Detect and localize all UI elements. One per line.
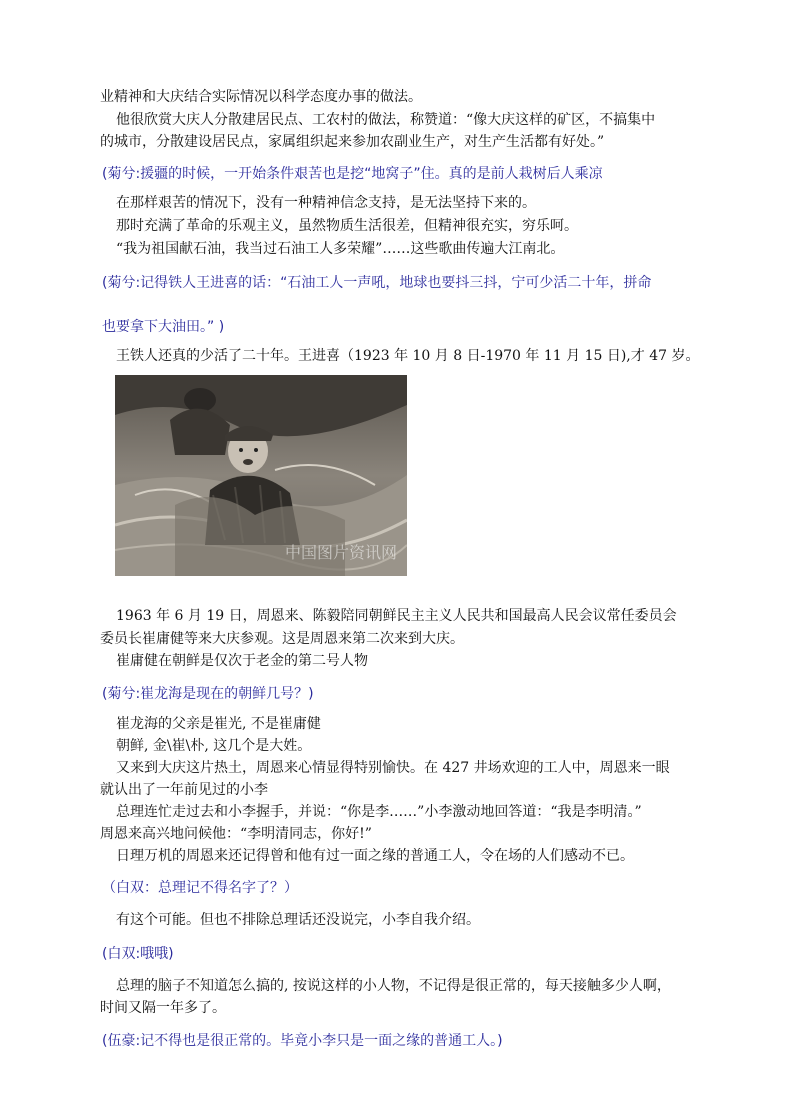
- paragraph-line: 就认出了一年前见过的小李: [100, 782, 268, 798]
- paragraph-line: 总理的脑子不知道怎么搞的, 按说这样的小人物，不记得是很正常的，每天接触多少人啊，: [116, 978, 671, 994]
- comment-note: (菊兮:记得铁人王进喜的话：“石油工人一声吼，地球也要抖三抖，宁可少活二十年，拼命: [102, 275, 652, 291]
- paragraph-line: 朝鲜, 金\崔\朴, 这几个是大姓。: [116, 738, 312, 754]
- comment-note: （白双：总理记不得名字了？）: [102, 880, 298, 896]
- paragraph-line: 崔庸健在朝鲜是仅次于老金的第二号人物: [116, 653, 368, 669]
- paragraph-line: 委员长崔庸健等来大庆参观。这是周恩来第二次来到大庆。: [100, 631, 464, 647]
- comment-note: (白双:哦哦): [102, 946, 174, 962]
- paragraph-line: 的城市，分散建设居民点，家属组织起来参加农副业生产，对生产生活都有好处。”: [100, 134, 605, 150]
- paragraph-line: 总理连忙走过去和小李握手，并说：“你是李……”小李激动地回答道：“我是李明清。”: [116, 804, 642, 820]
- comment-note: (菊兮:援疆的时候，一开始条件艰苦也是挖“地窝子”住。真的是前人栽树后人乘凉: [102, 166, 603, 182]
- paragraph-line: 他很欣赏大庆人分散建居民点、工农村的做法，称赞道：“像大庆这样的矿区，不搞集中: [116, 112, 656, 128]
- paragraph-line: 有这个可能。但也不排除总理话还没说完，小李自我介绍。: [116, 912, 480, 928]
- paragraph-line: 时间又隔一年多了。: [100, 1000, 226, 1016]
- comment-note: (菊兮:崔龙海是现在的朝鲜几号？): [102, 686, 314, 702]
- paragraph-line: 业精神和大庆结合实际情况以科学态度办事的做法。: [100, 89, 422, 105]
- paragraph-line: 日理万机的周恩来还记得曾和他有过一面之缘的普通工人，令在场的人们感动不已。: [116, 848, 634, 864]
- comment-note: (伍豪:记不得也是很正常的。毕竟小李只是一面之缘的普通工人。): [102, 1033, 503, 1049]
- paragraph-line: 那时充满了革命的乐观主义，虽然物质生活很差，但精神很充实，穷乐呵。: [116, 218, 578, 234]
- comment-note: 也要拿下大油田。” ): [102, 319, 225, 335]
- historical-photo: [115, 375, 407, 576]
- paragraph-line: 周恩来高兴地问候他：“李明清同志，你好!”: [100, 826, 372, 842]
- paragraph-line: 在那样艰苦的情况下，没有一种精神信念支持，是无法坚持下来的。: [116, 195, 536, 211]
- photo-watermark: 中国图片资讯网: [285, 543, 398, 562]
- paragraph-line: 王铁人还真的少活了二十年。王进喜（1923 年 10 月 8 日-1970 年 11 月 15 日),才 47 岁。: [116, 348, 700, 364]
- paragraph-line: 又来到大庆这片热土，周恩来心情显得特别愉快。在 427 井场欢迎的工人中，周恩来一眼: [116, 760, 670, 776]
- paragraph-line: “我为祖国献石油，我当过石油工人多荣耀”……这些歌曲传遍大江南北。: [116, 241, 565, 257]
- paragraph-line: 1963 年 6 月 19 日，周恩来、陈毅陪同朝鲜民主主义人民共和国最高人民会议常任委员会: [116, 608, 677, 624]
- paragraph-line: 崔龙海的父亲是崔光, 不是崔庸健: [116, 716, 321, 732]
